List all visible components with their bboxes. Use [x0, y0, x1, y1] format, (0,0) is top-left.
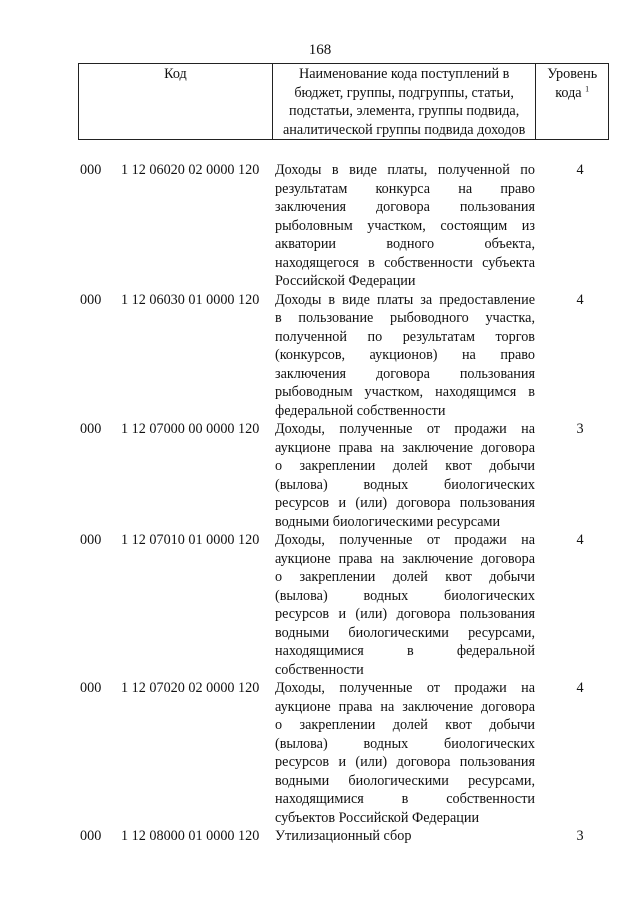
footnote-mark: 1 [585, 83, 590, 93]
header-name-line: аналитической группы подвида доходов [282, 121, 526, 138]
income-name-line: находящимися в федеральной [275, 643, 535, 659]
income-name-line: ресурсов и (или) договора пользования [275, 606, 535, 622]
income-name-line: Российской Федерации [275, 273, 416, 289]
income-name-line: акватории водного объекта, [275, 236, 535, 252]
income-name-line: в пользование рыбоводного участка, [275, 310, 535, 326]
income-name-line: водными биологическими ресурсами, [275, 772, 535, 789]
table-row [78, 161, 609, 291]
header-name [273, 64, 537, 139]
income-name-line: о закреплении долей квот добычи [275, 569, 535, 585]
table-row [78, 827, 609, 846]
admin-code-cell: 000 [80, 532, 102, 548]
admin-code-cell: 000 [80, 162, 102, 178]
level-cell: 3 [576, 421, 584, 437]
admin-code-cell: 000 [80, 680, 102, 696]
income-name-line: субъектов Российской Федерации [275, 809, 480, 826]
income-name-line: Доходы в виде платы за предоставление [275, 291, 535, 308]
header-level [536, 64, 608, 139]
income-name-line: заключения договора пользования [275, 365, 535, 382]
income-name-line: о закреплении долей квот добычи [275, 458, 535, 474]
income-name-line: результатам конкурса на право [275, 180, 535, 197]
income-name-line: (конкурсов, аукционов) на право [275, 347, 535, 363]
income-name-line: ресурсов и (или) договора пользования [275, 754, 535, 770]
income-name-cell [272, 161, 537, 291]
header-name-line: бюджет, группы, подгруппы, статьи, [294, 84, 514, 101]
income-name-cell [272, 827, 537, 846]
income-name-line: находящимися в собственности [275, 791, 535, 807]
income-name-line: Доходы в виде платы, полученной по [275, 162, 535, 178]
income-name-cell [272, 291, 537, 421]
income-name-line: заключения договора пользования [275, 199, 535, 215]
income-name-line: полученной по результатам торгов [275, 328, 535, 345]
income-code-cell: 1 12 06030 01 0000 120 [121, 291, 260, 308]
level-cell: 3 [576, 828, 584, 844]
income-name-line: собственности [275, 661, 364, 678]
income-name-line: рыбоводным участком, находящимся в [275, 384, 535, 400]
header-level-word: кода [555, 84, 582, 101]
admin-code-cell: 000 [80, 828, 102, 844]
table-row [78, 420, 609, 531]
level-cell: 4 [576, 532, 584, 548]
header-code: Код [79, 64, 273, 139]
income-code-cell: 1 12 07010 01 0000 120 [121, 532, 260, 548]
income-name-line: ресурсов и (или) договора пользования [275, 495, 535, 511]
table-row [78, 679, 609, 827]
income-name-line: Утилизационный сбор [275, 828, 412, 844]
income-name-line: федеральной собственности [275, 402, 446, 419]
income-name-line: Доходы, полученные от продажи на [275, 532, 535, 548]
income-code-cell: 1 12 06020 02 0000 120 [121, 162, 260, 178]
income-name-line: (вылова) водных биологических [275, 476, 535, 493]
income-name-line: рыболовным участком, состоящим из [275, 217, 535, 234]
level-cell: 4 [576, 291, 584, 308]
income-name-line: Доходы, полученные от продажи на [275, 680, 535, 696]
income-name-line: (вылова) водных биологических [275, 587, 535, 604]
income-name-line: водными биологическими ресурсами, [275, 624, 535, 641]
income-code-cell: 1 12 07020 02 0000 120 [121, 680, 260, 696]
income-name-cell [272, 531, 537, 679]
table-header [78, 63, 609, 140]
level-cell: 4 [576, 162, 584, 178]
admin-code-cell: 000 [80, 421, 102, 437]
income-name-line: о закреплении долей квот добычи [275, 717, 535, 733]
income-name-line: водными биологическими ресурсами [275, 513, 501, 530]
table-body [78, 161, 609, 846]
income-name-cell [272, 420, 537, 531]
income-code-cell: 1 12 07000 00 0000 120 [121, 421, 260, 437]
income-name-line: аукционе права на заключение договора [275, 439, 535, 456]
table-row [78, 531, 609, 679]
income-name-line: Доходы, полученные от продажи на [275, 421, 535, 437]
level-cell: 4 [576, 680, 584, 696]
page-number: 168 [308, 42, 332, 58]
income-codes-table [78, 63, 609, 846]
header-name-line: подстатьи, элемента, группы подвида, [289, 103, 520, 119]
income-name-line: аукционе права на заключение договора [275, 550, 535, 567]
income-name-line: (вылова) водных биологических [275, 735, 535, 752]
header-name-line: Наименование кода поступлений в [299, 66, 510, 82]
income-name-line: аукционе права на заключение договора [275, 698, 535, 715]
income-code-cell: 1 12 08000 01 0000 120 [121, 828, 260, 844]
admin-code-cell: 000 [80, 291, 102, 308]
table-row [78, 291, 609, 421]
income-name-line: находящегося в собственности субъекта [275, 254, 535, 271]
header-level-line: Уровень [547, 66, 598, 82]
header-level-line [536, 84, 608, 103]
income-name-cell [272, 679, 537, 827]
